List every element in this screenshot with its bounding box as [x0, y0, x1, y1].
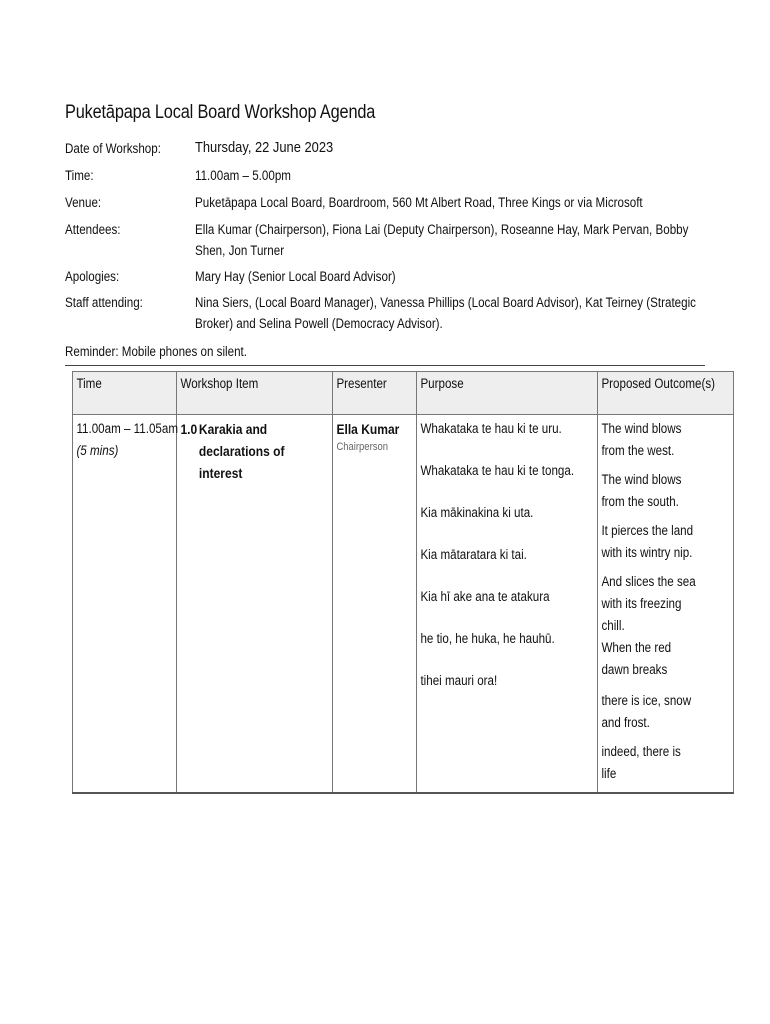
header-presenter: Presenter	[333, 372, 417, 415]
header-workshop-item: Workshop Item	[177, 372, 333, 415]
attendees-label: Attendees:	[65, 222, 121, 237]
venue-label: Venue:	[65, 195, 102, 210]
outcome-line: It pierces the land with its wintry nip.	[601, 523, 694, 560]
presenter-role: Chairperson	[336, 441, 388, 453]
item-number: 1.0	[180, 421, 198, 437]
apologies-value: Mary Hay (Senior Local Board Advisor)	[195, 269, 396, 284]
date-value: Thursday, 22 June 2023	[195, 139, 334, 156]
time-value: 11.00am – 5.00pm	[195, 168, 291, 183]
divider	[65, 365, 705, 366]
row-outcome-cell	[598, 415, 734, 794]
row-purpose-cell	[417, 415, 598, 794]
table-header-row	[73, 372, 734, 415]
attendees-value: Ella Kumar (Chairperson), Fiona Lai (Deputy Chairperson), Roseanne Hay, Mark Pervan, Bobby Shen, Jon Turner	[195, 222, 689, 258]
row-time-cell	[73, 415, 177, 794]
outcome-line: The wind blows from the west.	[601, 421, 682, 458]
staff-label: Staff attending:	[65, 295, 143, 310]
apologies-label: Apologies:	[65, 269, 120, 284]
header-time: Time	[73, 372, 177, 415]
row-duration: (5 mins)	[76, 443, 119, 458]
outcome-line: indeed, there is life	[601, 744, 681, 781]
table-row	[73, 415, 734, 794]
purpose-line: he tio, he huka, he hauhū.	[420, 631, 555, 646]
row-presenter-cell	[333, 415, 417, 794]
purpose-line: tihei mauri ora!	[420, 673, 498, 688]
outcome-line: there is ice, snow and frost.	[601, 693, 692, 730]
header-purpose: Purpose	[417, 372, 598, 415]
row-item-cell	[177, 415, 333, 794]
agenda-table	[72, 371, 734, 794]
outcome-line: The wind blows from the south.	[601, 472, 682, 509]
header-proposed-outcomes: Proposed Outcome(s)	[598, 372, 734, 415]
purpose-line: Kia hī ake ana te atakura	[420, 589, 550, 604]
purpose-line: Kia mātaratara ki tai.	[420, 547, 527, 562]
purpose-line: Kia mākinakina ki uta.	[420, 505, 534, 520]
item-title: Karakia and declarations of interest	[198, 421, 285, 481]
page-title: Puketāpapa Local Board Workshop Agenda	[65, 102, 376, 123]
row-time: 11.00am – 11.05am	[76, 421, 179, 436]
outcome-line: And slices the sea with its freezing chill.	[601, 574, 696, 633]
outcome-line: When the red dawn breaks	[601, 640, 672, 677]
venue-value: Puketāpapa Local Board, Boardroom, 560 Mt Albert Road, Three Kings or via Microsoft	[195, 195, 643, 210]
purpose-line: Whakataka te hau ki te tonga.	[420, 463, 575, 478]
staff-value: Nina Siers, (Local Board Manager), Vanessa Phillips (Local Board Advisor), Kat Teirney (Strategic Broker) and Selina Powell (Democracy Advisor).	[195, 295, 696, 331]
date-label: Date of Workshop:	[65, 141, 161, 156]
time-label: Time:	[65, 168, 94, 183]
presenter-name: Ella Kumar	[336, 421, 400, 437]
purpose-line: Whakataka te hau ki te uru.	[420, 421, 562, 436]
reminder-text: Reminder: Mobile phones on silent.	[65, 344, 247, 359]
